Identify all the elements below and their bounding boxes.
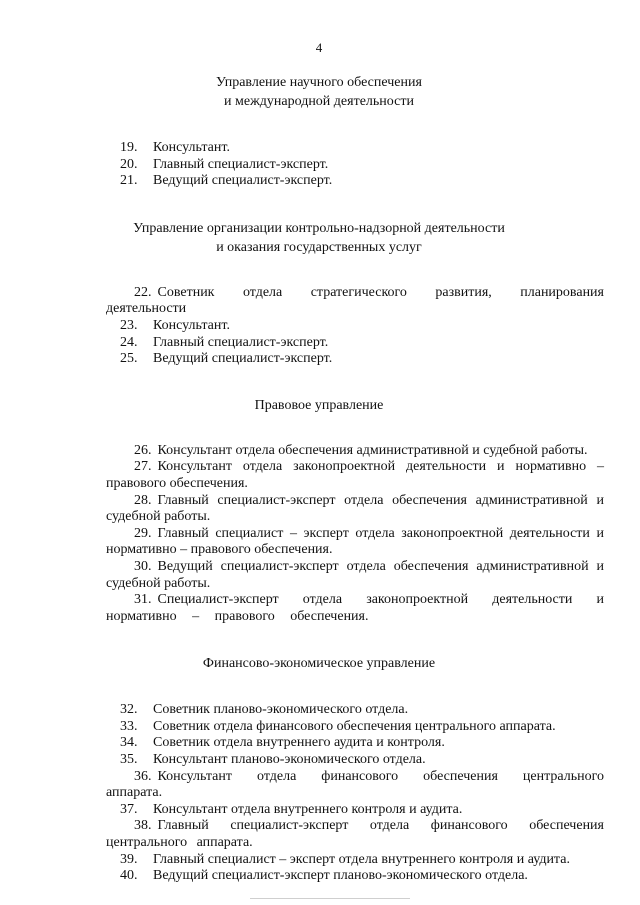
item-number: 34. — [120, 735, 138, 751]
item-number: 21. — [120, 173, 138, 189]
list-item — [106, 868, 604, 885]
item-text: Консультант. — [153, 317, 230, 333]
item-text: Главный специалист-эксперт отдела обеспечения административной и судебной работы. — [106, 492, 604, 525]
item-text: Главный специалист-эксперт. — [153, 156, 329, 172]
list-item — [106, 592, 604, 625]
heading-line: Управление организации контрольно-надзорной деятельности — [133, 220, 505, 236]
list-item — [106, 335, 604, 352]
item-number: 33. — [120, 718, 138, 734]
item-number: 27. — [134, 459, 152, 475]
list-item — [106, 559, 604, 592]
heading-line: Управление научного обеспечения — [216, 75, 422, 90]
position-list — [106, 285, 604, 368]
item-text: Ведущий специалист-эксперт. — [153, 173, 333, 189]
item-text: Консультант. — [153, 140, 230, 155]
list-item — [106, 140, 604, 157]
list-item — [106, 443, 604, 460]
item-number: 31. — [134, 592, 152, 608]
list-item — [106, 719, 604, 736]
section-heading — [70, 73, 568, 111]
heading-line: Правовое управление — [254, 397, 384, 413]
item-number: 40. — [120, 868, 138, 884]
position-list — [106, 443, 604, 626]
list-item — [106, 818, 604, 851]
item-text: Ведущий специалист-эксперт отдела обеспечения административной и судебной работы. — [106, 558, 604, 591]
list-item — [106, 318, 604, 335]
section-heading — [70, 396, 568, 415]
item-number: 30. — [134, 558, 152, 574]
list-item — [106, 735, 604, 752]
item-number: 26. — [134, 442, 152, 458]
item-number: 29. — [134, 525, 152, 541]
item-number: 36. — [134, 768, 152, 784]
position-list — [106, 140, 604, 190]
item-text: Главный специалист – эксперт отдела законопроектной деятельности и нормативно – правового обеспечения. — [106, 525, 604, 558]
item-text: Главный специалист-эксперт отдела финансового обеспечения центрального аппарата. — [106, 818, 604, 851]
list-item — [106, 702, 604, 719]
item-text: Консультант отдела обеспечения административной и судебной работы. — [157, 442, 588, 458]
item-number: 22. — [134, 284, 152, 300]
scan-edge-line — [250, 898, 410, 899]
item-text: Советник отдела стратегического развития, планирования деятельности — [106, 284, 604, 317]
item-number: 24. — [120, 334, 138, 350]
list-item — [106, 157, 604, 174]
item-number: 19. — [120, 140, 138, 155]
list-item — [106, 173, 604, 190]
list-item — [106, 769, 604, 802]
list-item — [106, 526, 604, 559]
heading-line: и международной деятельности — [224, 94, 414, 109]
item-text: Главный специалист – эксперт отдела внутреннего контроля и аудита. — [153, 851, 570, 867]
item-number: 38. — [134, 818, 152, 834]
list-item — [106, 351, 604, 368]
item-number: 25. — [120, 351, 138, 367]
list-item — [106, 285, 604, 318]
item-text: Ведущий специалист-эксперт. — [153, 351, 333, 367]
section-heading — [70, 654, 568, 673]
list-item — [106, 752, 604, 769]
item-text: Специалист-эксперт отдела законопроектной деятельности и нормативно – правового обеспечения. — [106, 592, 604, 624]
list-item — [106, 802, 604, 819]
page-number: 4 — [315, 40, 323, 55]
item-text: Главный специалист-эксперт. — [153, 334, 329, 350]
section-heading — [70, 219, 568, 257]
item-text: Советник планово-экономического отдела. — [153, 702, 409, 718]
item-number: 37. — [120, 801, 138, 817]
item-text: Консультант отдела внутреннего контроля и аудита. — [153, 801, 463, 817]
item-number: 20. — [120, 156, 138, 172]
position-list — [106, 702, 604, 885]
item-text: Консультант отдела законопроектной деятельности и нормативно – правового обеспечения. — [106, 459, 604, 491]
list-item — [106, 852, 604, 869]
heading-line: и оказания государственных услуг — [216, 239, 422, 255]
item-number: 39. — [120, 851, 138, 867]
item-number: 23. — [120, 317, 138, 333]
list-item — [106, 459, 604, 492]
list-item — [106, 493, 604, 526]
item-text: Советник отдела внутреннего аудита и контроля. — [153, 735, 445, 751]
item-text: Ведущий специалист-эксперт планово-экономического отдела. — [153, 868, 528, 884]
item-number: 35. — [120, 752, 138, 768]
item-text: Советник отдела финансового обеспечения центрального аппарата. — [153, 718, 556, 734]
item-number: 32. — [120, 702, 138, 718]
item-text: Консультант планово-экономического отдела. — [153, 752, 426, 768]
item-text: Консультант отдела финансового обеспечения центрального аппарата. — [106, 768, 604, 801]
item-number: 28. — [134, 492, 152, 508]
heading-line: Финансово-экономическое управление — [202, 656, 436, 672]
